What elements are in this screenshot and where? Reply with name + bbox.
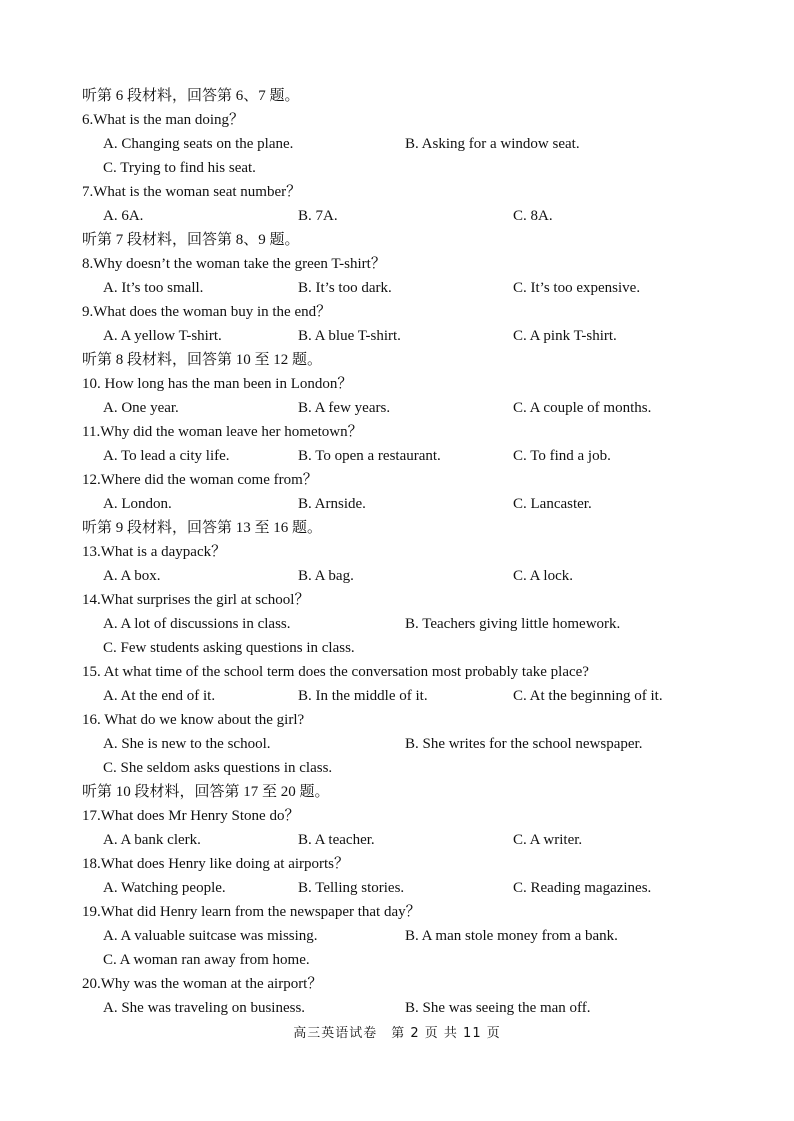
question-6-options: [0, 132, 794, 156]
option-a: A. A bank clerk.: [103, 832, 201, 848]
option-c: C. Lancaster.: [513, 496, 592, 512]
question-text: 20.Why was the woman at the airport？: [82, 976, 323, 992]
option-b: B. It’s too dark.: [298, 280, 392, 296]
question-19-options: [0, 924, 794, 948]
option-a: A. London.: [103, 496, 172, 512]
question-19-options-2: [0, 948, 794, 972]
question-16: [0, 708, 794, 732]
question-14-options: [0, 612, 794, 636]
option-a: A. Changing seats on the plane.: [103, 136, 294, 152]
question-text: 8.Why doesn’t the woman take the green T-shirt？: [82, 256, 386, 272]
option-a: A. One year.: [103, 400, 179, 416]
option-c: C. It’s too expensive.: [513, 280, 641, 296]
question-19: [0, 900, 794, 924]
option-b: B. A teacher.: [298, 832, 375, 848]
question-text: 15. At what time of the school term does the conversation most probably take place?: [82, 664, 589, 680]
question-20: [0, 972, 794, 996]
option-c: C. A pink T-shirt.: [513, 328, 617, 344]
question-9-options: [0, 324, 794, 348]
option-b: B. She was seeing the man off.: [405, 1000, 591, 1016]
option-c: C. A couple of months.: [513, 400, 652, 416]
question-text: 19.What did Henry learn from the newspaper that day？: [82, 904, 421, 920]
question-20-options: [0, 996, 794, 1020]
option-b: B. She writes for the school newspaper.: [405, 736, 643, 752]
option-a: A. To lead a city life.: [103, 448, 230, 464]
option-b: B. In the middle of it.: [298, 688, 428, 704]
section-instruction: 听第 8 段材料，回答第 10 至 12 题。: [82, 352, 323, 368]
question-18: [0, 852, 794, 876]
option-a: A. She is new to the school.: [103, 736, 271, 752]
option-c: C. A writer.: [513, 832, 583, 848]
question-7-options: [0, 204, 794, 228]
section-header-7: [0, 228, 794, 252]
question-text: 12.Where did the woman come from？: [82, 472, 318, 488]
question-15: [0, 660, 794, 684]
question-6-options-2: [0, 156, 794, 180]
question-text: 9.What does the woman buy in the end？: [82, 304, 332, 320]
option-a: A. 6A.: [103, 208, 144, 224]
section-instruction: 听第 10 段材料，回答第 17 至 20 题。: [82, 784, 330, 800]
option-a: A. It’s too small.: [103, 280, 204, 296]
question-text: 18.What does Henry like doing at airports？: [82, 856, 350, 872]
option-a: A. A yellow T-shirt.: [103, 328, 222, 344]
section-header-9: [0, 516, 794, 540]
question-11: [0, 420, 794, 444]
option-c: C. To find a job.: [513, 448, 611, 464]
question-text: 13.What is a daypack？: [82, 544, 227, 560]
option-b: B. Asking for a window seat.: [405, 136, 580, 152]
question-10-options: [0, 396, 794, 420]
option-c: C. She seldom asks questions in class.: [103, 760, 333, 776]
question-9: [0, 300, 794, 324]
section-header-10: [0, 780, 794, 804]
question-14: [0, 588, 794, 612]
question-14-options-2: [0, 636, 794, 660]
question-11-options: [0, 444, 794, 468]
option-a: A. At the end of it.: [103, 688, 216, 704]
question-12: [0, 468, 794, 492]
option-c: C. A woman ran away from home.: [103, 952, 310, 968]
option-b: B. A bag.: [298, 568, 354, 584]
option-a: A. Watching people.: [103, 880, 226, 896]
option-c: C. Reading magazines.: [513, 880, 652, 896]
question-18-options: [0, 876, 794, 900]
question-10: [0, 372, 794, 396]
option-c: C. 8A.: [513, 208, 553, 224]
question-16-options: [0, 732, 794, 756]
question-8-options: [0, 276, 794, 300]
question-6: [0, 108, 794, 132]
question-15-options: [0, 684, 794, 708]
question-12-options: [0, 492, 794, 516]
option-a: A. She was traveling on business.: [103, 1000, 306, 1016]
option-b: B. 7A.: [298, 208, 338, 224]
option-c: C. A lock.: [513, 568, 574, 584]
page-footer: 高三英语试卷 第 2 页 共 11 页: [293, 1026, 501, 1041]
question-text: 17.What does Mr Henry Stone do？: [82, 808, 300, 824]
section-instruction: 听第 9 段材料，回答第 13 至 16 题。: [82, 520, 323, 536]
option-b: B. A few years.: [298, 400, 391, 416]
question-text: 16. What do we know about the girl?: [82, 712, 305, 728]
option-b: B. A blue T-shirt.: [298, 328, 401, 344]
question-text: 7.What is the woman seat number？: [82, 184, 302, 200]
option-c: C. Trying to find his seat.: [103, 160, 256, 176]
section-header-6: [0, 84, 794, 108]
question-text: 6.What is the man doing？: [82, 112, 245, 128]
option-b: B. A man stole money from a bank.: [405, 928, 618, 944]
option-b: B. Telling stories.: [298, 880, 405, 896]
section-instruction: 听第 7 段材料，回答第 8、9 题。: [82, 232, 300, 248]
question-text: 10. How long has the man been in London？: [82, 376, 353, 392]
option-a: A. A lot of discussions in class.: [103, 616, 291, 632]
section-instruction: 听第 6 段材料，回答第 6、7 题。: [82, 88, 300, 104]
question-7: [0, 180, 794, 204]
question-16-options-2: [0, 756, 794, 780]
option-a: A. A valuable suitcase was missing.: [103, 928, 318, 944]
option-c: C. Few students asking questions in class.: [103, 640, 355, 656]
question-text: 14.What surprises the girl at school？: [82, 592, 310, 608]
option-c: C. At the beginning of it.: [513, 688, 663, 704]
option-b: B. Teachers giving little homework.: [405, 616, 621, 632]
question-17-options: [0, 828, 794, 852]
section-header-8: [0, 348, 794, 372]
question-text: 11.Why did the woman leave her hometown？: [82, 424, 363, 440]
option-b: B. Arnside.: [298, 496, 366, 512]
question-13: [0, 540, 794, 564]
question-8: [0, 252, 794, 276]
option-a: A. A box.: [103, 568, 161, 584]
question-17: [0, 804, 794, 828]
question-13-options: [0, 564, 794, 588]
option-b: B. To open a restaurant.: [298, 448, 441, 464]
